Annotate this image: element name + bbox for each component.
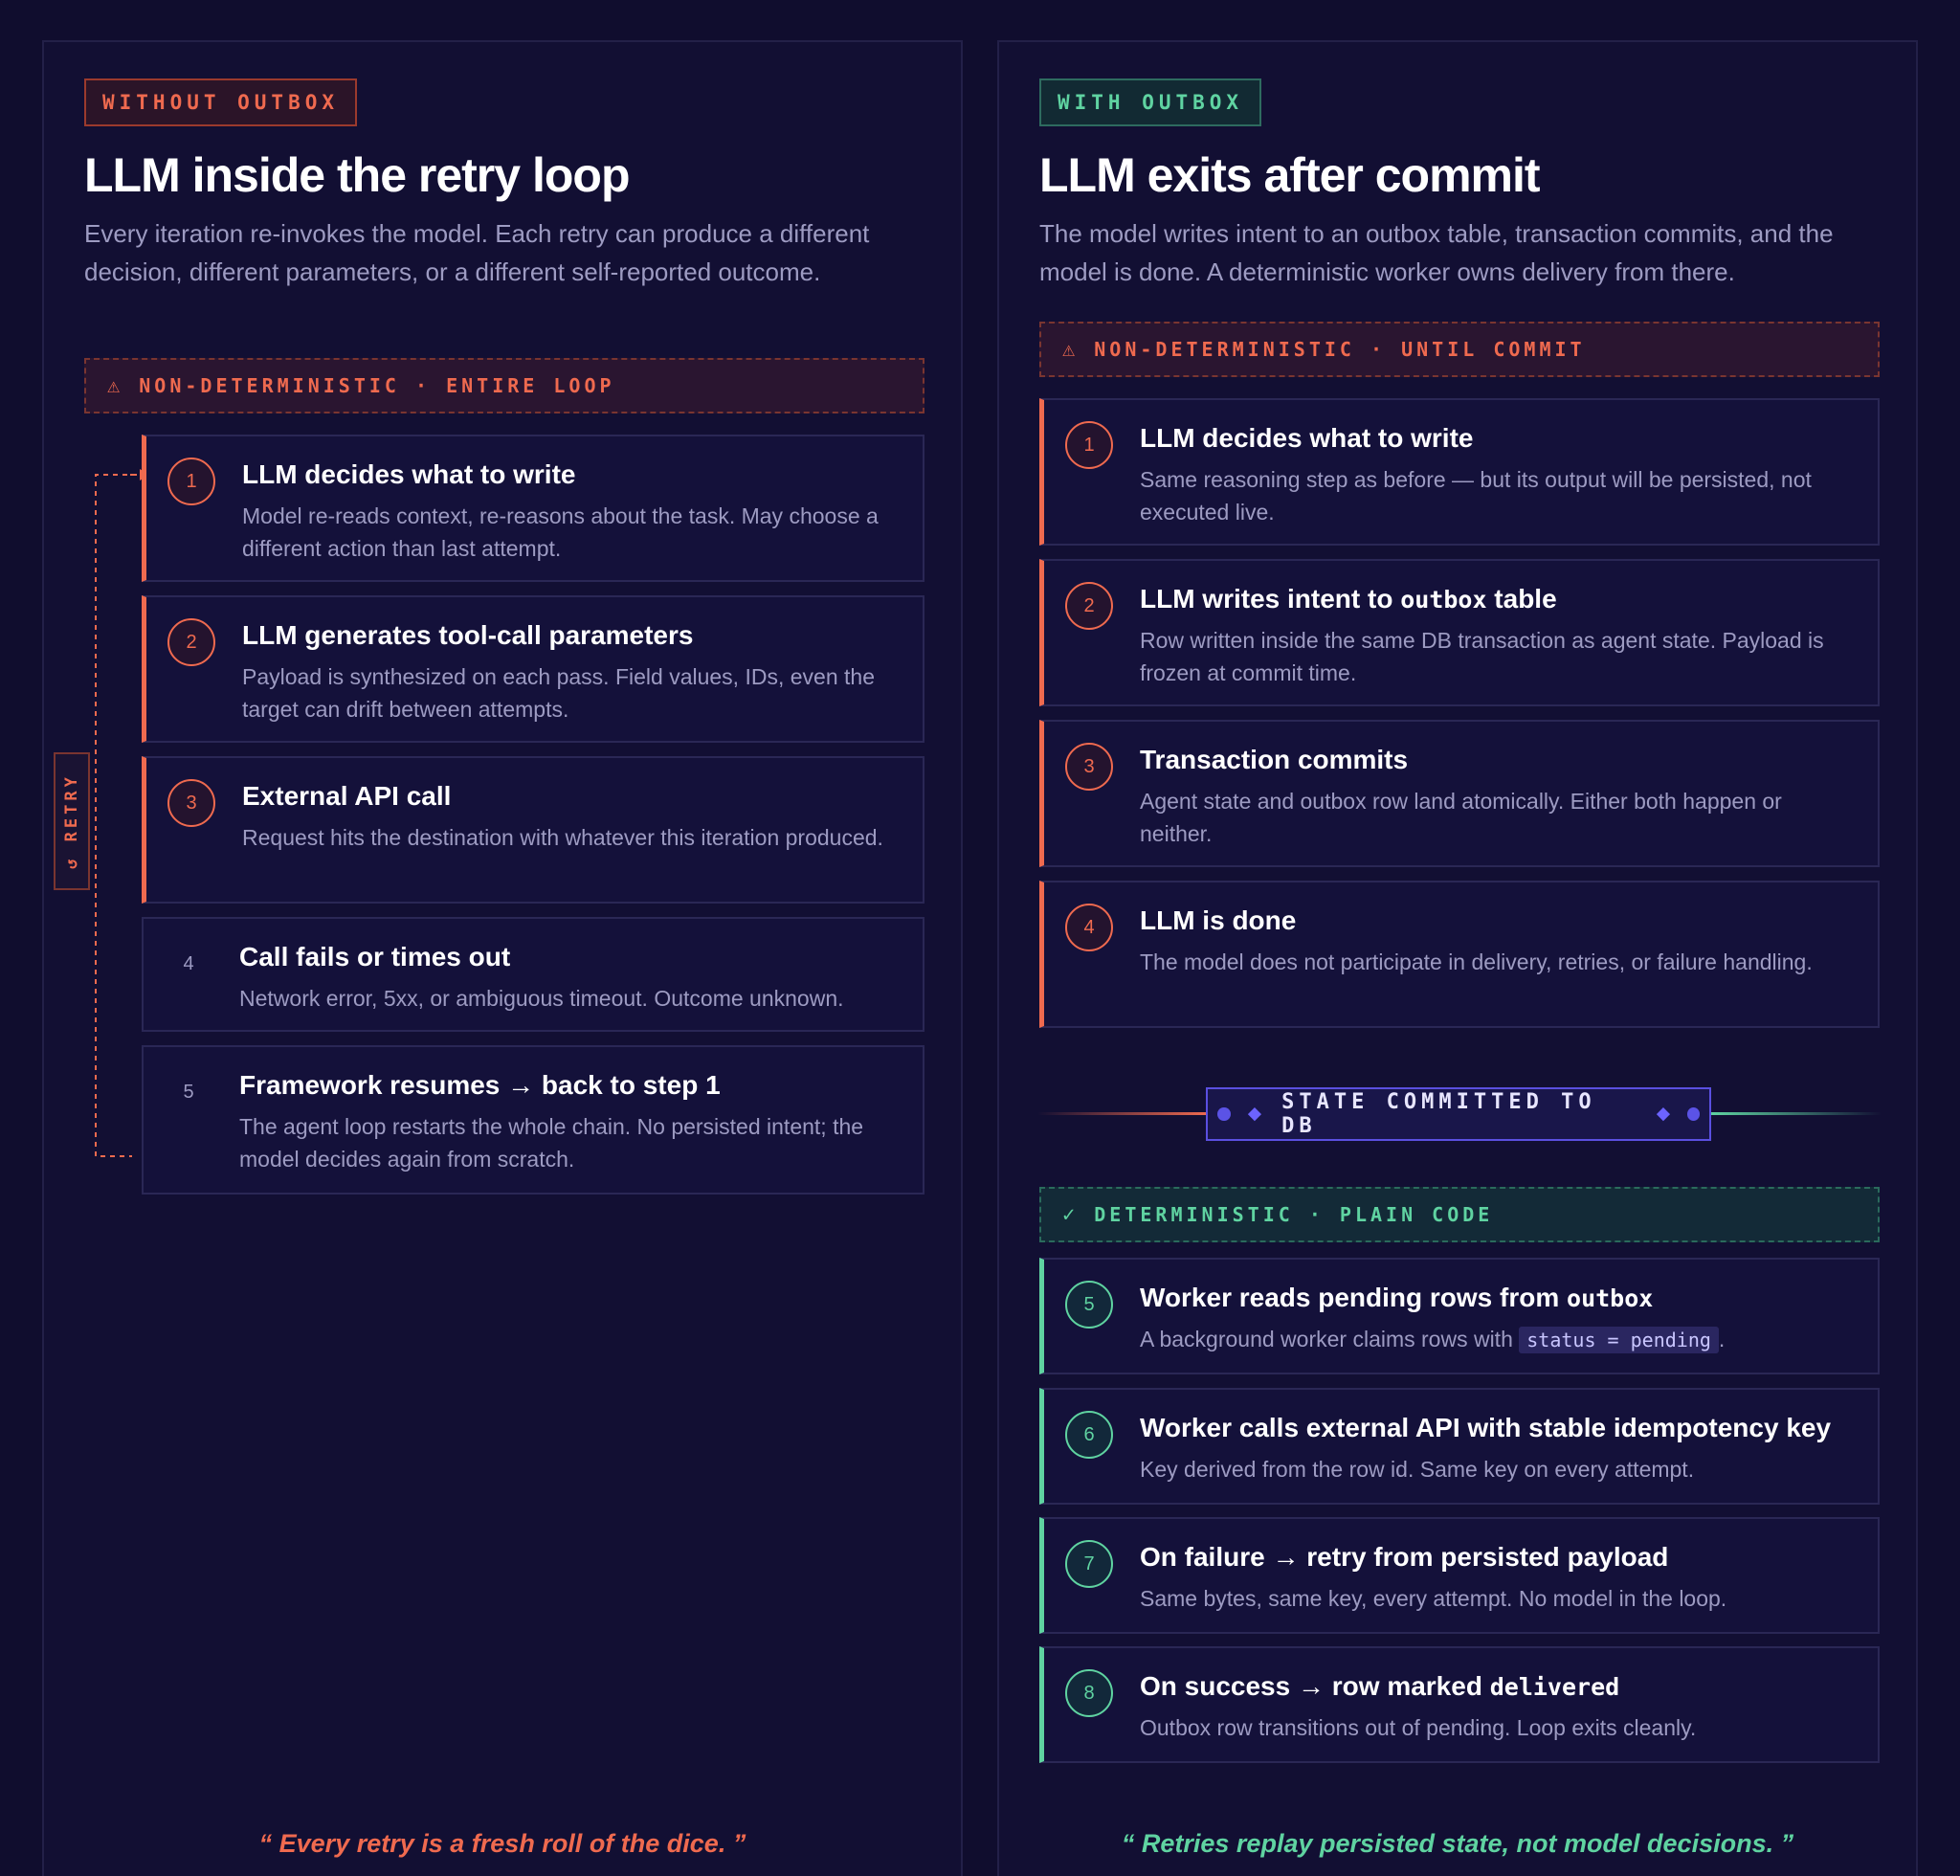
right-step-1	[1039, 398, 1880, 546]
left-step-3	[142, 756, 924, 904]
right-step-8	[1039, 1646, 1880, 1763]
step-description: Outbox row transitions out of pending. Loop exits cleanly.	[1140, 1715, 1697, 1740]
step-description: Key derived from the row id. Same key on every attempt.	[1140, 1457, 1695, 1482]
right-step-6	[1039, 1388, 1880, 1505]
with-outbox-panel	[997, 40, 1918, 1876]
step-number: 4	[183, 953, 194, 974]
non-deterministic-zone-label	[1039, 322, 1880, 377]
right-panel-title: LLM exits after commit	[1039, 148, 1540, 202]
right-step-5	[1039, 1258, 1880, 1374]
step-title: Transaction commits	[1140, 745, 1409, 774]
step-number: 2	[1065, 582, 1113, 630]
checkmark-icon: ✓	[1062, 1202, 1080, 1227]
step-description: A background worker claims rows with status = pending .	[1140, 1327, 1726, 1351]
non-deterministic-zone-label	[84, 358, 924, 413]
delivered-code: delivered	[1489, 1673, 1620, 1701]
left-step-5	[142, 1045, 924, 1195]
step-description: Same bytes, same key, every attempt. No model in the loop.	[1140, 1586, 1727, 1611]
dot-icon	[1687, 1107, 1701, 1121]
step-number: 5	[1065, 1281, 1113, 1329]
step-number: 4	[1065, 904, 1113, 951]
step-title: Worker reads pending rows from outbox	[1140, 1283, 1654, 1312]
step-title: Worker calls external API with stable idempotency key	[1140, 1413, 1832, 1442]
banner-label: STATE COMMITTED TO DB	[1281, 1090, 1596, 1138]
step-title: LLM generates tool-call parameters	[242, 620, 694, 650]
with-outbox-tag: WITH OUTBOX	[1039, 78, 1261, 126]
outbox-code: outbox	[1567, 1284, 1654, 1312]
step-description: Same reasoning step as before — but its output will be persisted, not executed live.	[1140, 467, 1812, 525]
step-title: External API call	[242, 781, 452, 811]
step-number: 3	[167, 779, 215, 827]
step-title: On success → row marked delivered	[1140, 1671, 1620, 1701]
step-number: 3	[1065, 743, 1113, 791]
step-title: Call fails or times out	[239, 942, 511, 972]
step-title: LLM is done	[1140, 905, 1297, 935]
step-number: 1	[167, 458, 215, 505]
right-step-3	[1039, 720, 1880, 867]
step-title: LLM decides what to write	[242, 459, 576, 489]
step-number: 7	[1065, 1540, 1113, 1588]
step-title: LLM writes intent to outbox table	[1140, 584, 1557, 614]
step-description: The agent loop restarts the whole chain. No persisted intent; the model decides again from scratch.	[239, 1114, 864, 1172]
left-quote: “ Every retry is a fresh roll of the dice. ”	[258, 1829, 746, 1858]
step-title: On failure → retry from persisted payload	[1140, 1542, 1669, 1572]
diamond-icon	[1247, 1107, 1260, 1121]
step-number: 1	[1065, 421, 1113, 469]
right-panel-description: The model writes intent to an outbox table, transaction commits, and the model is done. A deterministic worker owns delivery from there.	[1039, 219, 1834, 286]
zone-label-text: DETERMINISTIC · PLAIN CODE	[1094, 1203, 1494, 1226]
step-number: 6	[1065, 1411, 1113, 1459]
dot-icon	[1217, 1107, 1231, 1121]
left-step-2	[142, 595, 924, 743]
step-description: Row written inside the same DB transaction as agent state. Payload is frozen at commit time.	[1140, 628, 1824, 685]
step-number: 8	[1065, 1669, 1113, 1717]
without-outbox-tag: WITHOUT OUTBOX	[84, 78, 357, 126]
state-committed-banner	[1206, 1087, 1711, 1141]
status-pending-code: status = pending	[1519, 1327, 1719, 1353]
warning-icon: ⚠	[107, 373, 124, 398]
right-step-4	[1039, 881, 1880, 1028]
retry-label: ↺ RETRY	[54, 752, 90, 890]
zone-label-text: NON-DETERMINISTIC · UNTIL COMMIT	[1094, 338, 1586, 361]
step-description: Payload is synthesized on each pass. Field values, IDs, even the target can drift between attempts.	[242, 664, 875, 722]
step-description: Model re-reads context, re-reasons about the task. May choose a different action than last attempt.	[242, 503, 879, 561]
warning-icon: ⚠	[1062, 337, 1080, 362]
step-title: LLM decides what to write	[1140, 423, 1474, 453]
step-description: Network error, 5xx, or ambiguous timeout. Outcome unknown.	[239, 986, 844, 1011]
step-title: Framework resumes → back to step 1	[239, 1070, 721, 1100]
right-step-7	[1039, 1517, 1880, 1634]
without-outbox-panel	[42, 40, 963, 1876]
right-quote: “ Retries replay persisted state, not model decisions. ”	[1121, 1829, 1794, 1858]
outbox-code: outbox	[1400, 586, 1487, 614]
step-number: 2	[167, 618, 215, 666]
left-panel-description: Every iteration re-invokes the model. Each retry can produce a different decision, different parameters, or a different self-reported outcome.	[84, 219, 870, 286]
deterministic-zone-label	[1039, 1187, 1880, 1242]
left-panel-title: LLM inside the retry loop	[84, 148, 630, 202]
step-description: Agent state and outbox row land atomically. Either both happen or neither.	[1140, 789, 1782, 846]
step-number: 5	[183, 1082, 194, 1103]
zone-label-text: NON-DETERMINISTIC · ENTIRE LOOP	[139, 374, 615, 397]
right-step-2	[1039, 559, 1880, 706]
step-description: The model does not participate in delivery, retries, or failure handling.	[1140, 949, 1813, 974]
left-step-4	[142, 917, 924, 1032]
step-description: Request hits the destination with whatever this iteration produced.	[242, 825, 883, 850]
diamond-icon	[1657, 1107, 1670, 1121]
left-step-1	[142, 435, 924, 582]
